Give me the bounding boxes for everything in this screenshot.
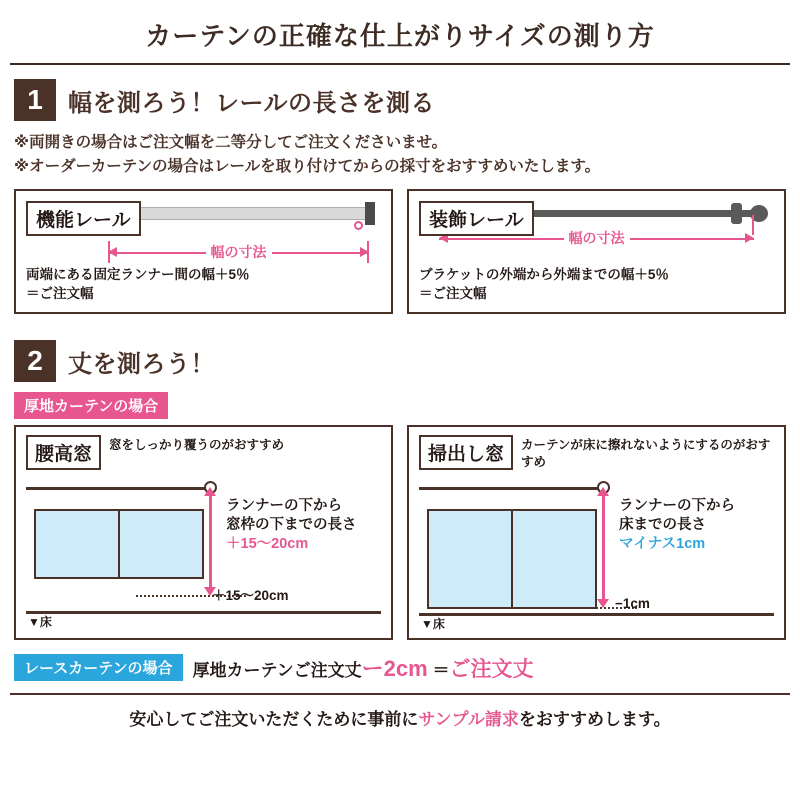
waist-measure-line1: ランナーの下から	[226, 498, 342, 515]
waist-measure-dot-label: ＋15〜20cm	[212, 588, 289, 604]
section-1-number: 1	[14, 79, 56, 121]
waist-measure-line2: 窓枠の下までの長さ	[226, 516, 357, 533]
functional-rail-dimension	[108, 243, 369, 261]
full-length-measure-line3: マイナス1cm	[619, 535, 706, 552]
lace-formula-prefix: 厚地カーテンご注文丈	[192, 661, 362, 681]
window-divider	[118, 509, 120, 579]
bracket-right-icon	[731, 203, 742, 224]
measure-arrow-up	[204, 487, 216, 496]
functional-rail-card	[14, 189, 393, 314]
full-length-window-header	[419, 435, 774, 471]
lace-formula-equals: ＝	[432, 661, 450, 681]
section-1-note-2: ※オーダーカーテンの場合はレールを取り付けてからの採寸をおすすめいたします。	[14, 158, 601, 176]
page-title: カーテンの正確な仕上がりサイズの測り方	[145, 21, 655, 51]
waist-floor-label: ▼床	[28, 615, 52, 630]
thick-curtain-tag-bar	[14, 392, 786, 419]
waist-measure-line3: ＋15〜20cm	[226, 535, 309, 552]
decorative-rail-dimension-label: 幅の寸法	[564, 228, 630, 248]
rail-bar	[104, 207, 373, 220]
rail-cards	[14, 189, 786, 314]
waist-window-desc: 窓をしっかり覆うのがおすすめ	[109, 438, 285, 453]
full-length-window-label: 掃出し窓	[419, 435, 513, 470]
runner-right-icon	[354, 221, 363, 230]
floor-line	[419, 613, 774, 616]
footer-prefix: 安心してご注文いただくために事前に	[129, 710, 419, 730]
section-1-header	[14, 79, 786, 121]
rail-end-right	[365, 202, 375, 225]
lace-formula	[193, 652, 534, 683]
decorative-rail-card	[407, 189, 786, 314]
lace-curtain-row	[14, 652, 786, 683]
waist-window-card	[14, 425, 393, 640]
measure-arrow-line	[602, 493, 605, 605]
waist-window-header	[26, 435, 381, 470]
full-length-window-card	[407, 425, 786, 640]
section-1-title: 幅を測ろう！レールの長さを測る	[68, 89, 436, 117]
measure-arrow-down	[204, 587, 216, 596]
rail-line	[26, 487, 211, 490]
full-length-measure-dot-label: −1cm	[615, 596, 650, 612]
decorative-rail-body: ブラケットの外端から外端までの幅＋5％ ＝ご注文幅	[419, 266, 669, 302]
footer-text	[0, 695, 800, 730]
section-2-header	[14, 340, 786, 382]
functional-rail-dimension-label: 幅の寸法	[206, 242, 272, 262]
full-length-measure-line1: ランナーの下から	[619, 498, 735, 515]
full-length-window-diagram	[419, 483, 774, 632]
title-divider	[10, 63, 790, 65]
section-2-number: 2	[14, 340, 56, 382]
full-length-measure-text	[619, 497, 735, 554]
decorative-rail-label: 装飾レール	[419, 201, 534, 236]
lace-formula-result: ご注文丈	[449, 658, 534, 682]
functional-rail-label: 機能レール	[26, 201, 141, 236]
footer-highlight[interactable]: サンプル請求	[418, 710, 519, 730]
section-2-title: 丈を測ろう！	[68, 350, 215, 378]
rail-line	[419, 487, 604, 490]
lace-formula-minus: ー2cm	[361, 656, 428, 682]
full-length-window-desc: カーテンが床に擦れないようにするのがおすすめ	[521, 438, 771, 469]
waist-window-label: 腰高窓	[26, 435, 101, 470]
functional-rail-body: 両端にある固定ランナー間の幅＋5％ ＝ご注文幅	[26, 266, 250, 302]
window-divider	[511, 509, 513, 609]
waist-window-diagram	[26, 483, 381, 632]
measure-arrow-down	[597, 599, 609, 608]
full-length-floor-label: ▼床	[421, 617, 445, 632]
thick-curtain-tag: 厚地カーテンの場合	[14, 392, 168, 419]
measure-arrow-up	[597, 487, 609, 496]
waist-measure-text	[226, 497, 357, 554]
section-1-note-1: ※両開きの場合はご注文幅を二等分してご注文くださいませ。	[14, 134, 448, 151]
footer-suffix: をおすすめします。	[518, 710, 671, 730]
floor-line	[26, 611, 381, 614]
window-cards	[14, 425, 786, 640]
measure-arrow-line	[209, 493, 212, 593]
lace-curtain-tag: レースカーテンの場合	[14, 654, 183, 681]
full-length-measure-line2: 床までの長さ	[619, 516, 706, 533]
